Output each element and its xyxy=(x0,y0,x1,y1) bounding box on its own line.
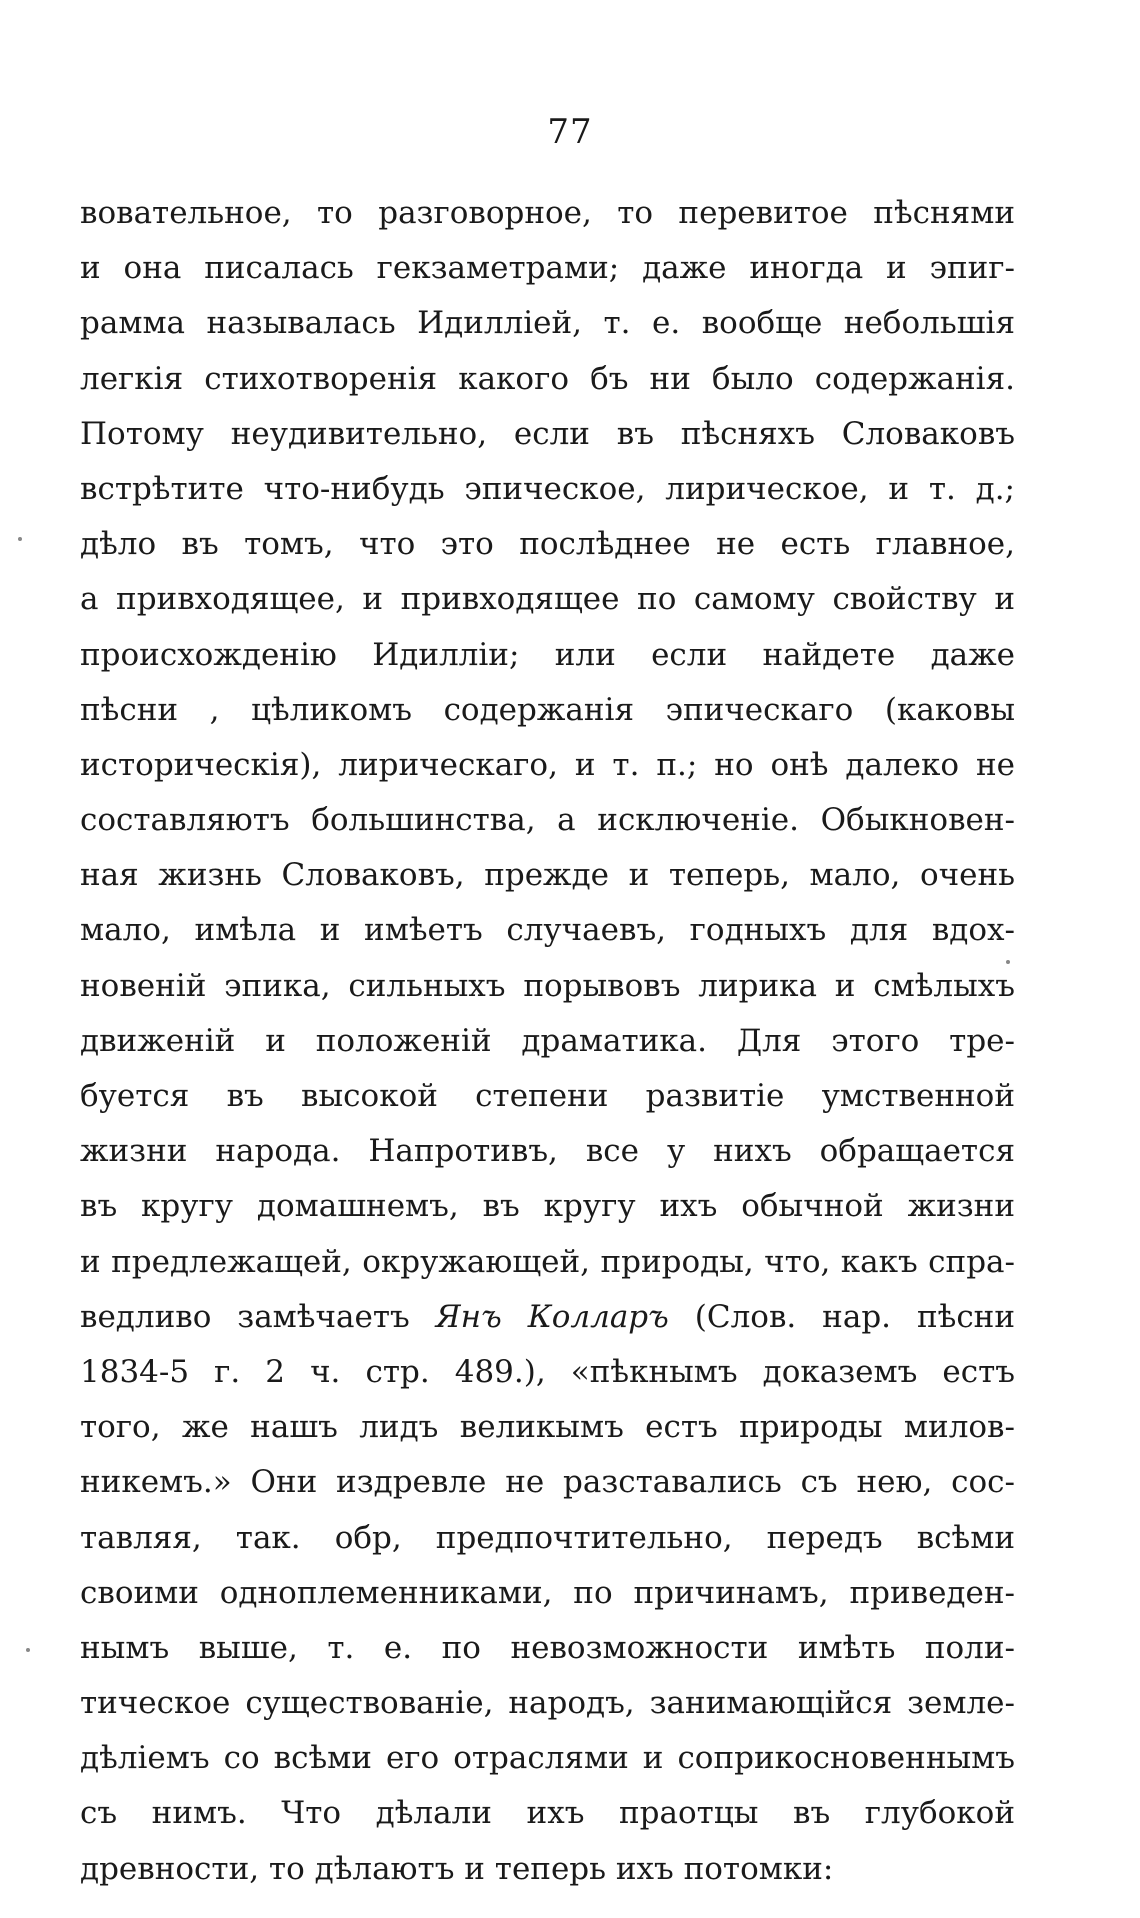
page-number: 77 xyxy=(547,112,593,152)
text-line: новеній эпика, сильныхъ порывовъ лирика и смѣлыхъ xyxy=(80,967,1015,1004)
text-line: мало, имѣла и имѣетъ случаевъ, годныхъ для вдох- xyxy=(80,912,1015,949)
text-line xyxy=(80,1290,1015,1345)
text-line: вовательное, то разговорное, то перевитое пѣснями xyxy=(80,195,1015,231)
text-line: буется въ высокой степени развитіе умственной xyxy=(80,1078,1015,1114)
text-line: встрѣтите что-нибудь эпическое, лирическое, и т. д.; xyxy=(80,470,1015,507)
text-line: своими одноплеменниками, по причинамъ, приведен- xyxy=(80,1574,1015,1611)
line-text: ведливо замѣчаетъ xyxy=(80,1298,436,1335)
text-line: тическое существованіе, народъ, занимающійся земле- xyxy=(80,1685,1015,1722)
text-line: движеній и положеній драматика. Для этого тре- xyxy=(80,1022,1015,1059)
text-line: происхожденію Идилліи; или если найдете даже xyxy=(80,636,1015,673)
text-line: Потому неудивительно, если въ пѣсняхъ Словаковъ xyxy=(80,415,1015,452)
text-line: и предлежащей, окружающей, природы, что, какъ спра- xyxy=(80,1243,1015,1280)
paper-speck xyxy=(18,537,22,541)
text-line: легкія стихотворенія какого бъ ни было содержанія. xyxy=(80,360,1015,397)
text-line: пѣсни , цѣликомъ содержанія эпическаго (каковы xyxy=(80,691,1015,728)
text-line: историческія), лирическаго, и т. п.; но онѣ далеко не xyxy=(80,746,1015,783)
text-line: составляютъ большинства, а исключеніе. Обыкновен- xyxy=(80,802,1015,839)
text-line: нымъ выше, т. е. по невозможности имѣть поли- xyxy=(80,1629,1015,1666)
text-line: а привходящее, и привходящее по самому свойству и xyxy=(80,581,1015,618)
paper-speck xyxy=(26,1648,30,1652)
text-line: и она писалась гекзаметрами; даже иногда и эпиг- xyxy=(80,250,1015,287)
text-line: дѣліемъ со всѣми его отраслями и соприкосновеннымъ xyxy=(80,1740,1015,1777)
text-line: того, же нашъ лидъ великымъ естъ природы милов- xyxy=(80,1409,1015,1446)
text-line: жизни народа. Напротивъ, все у нихъ обращается xyxy=(80,1133,1015,1170)
text-line: 1834-5 г. 2 ч. стр. 489.), «пѣкнымъ доказемъ естъ xyxy=(80,1353,1015,1390)
text-line: древности, то дѣлаютъ и теперь ихъ потомки: xyxy=(80,1850,834,1887)
line-text: (Слов. нар. пѣсни xyxy=(668,1298,1015,1335)
text-line: дѣло въ томъ, что это послѣднее не есть главное, xyxy=(80,526,1015,563)
text-line: тавляя, так. обр, предпочтительно, передъ всѣми xyxy=(80,1519,1015,1556)
text-line: никемъ.» Они издревле не разставались съ нею, сос- xyxy=(80,1464,1015,1501)
text-line: съ нимъ. Что дѣлали ихъ праотцы въ глубокой xyxy=(80,1795,1015,1832)
paper-speck xyxy=(1006,960,1010,964)
body-text xyxy=(80,186,1015,1897)
text-line: рамма называлась Идилліей, т. е. вообще небольшія xyxy=(80,305,1015,342)
text-line: ная жизнь Словаковъ, прежде и теперь, мало, очень xyxy=(80,857,1015,894)
author-name: Янъ Колларъ xyxy=(435,1298,669,1335)
text-line: въ кругу домашнемъ, въ кругу ихъ обычной жизни xyxy=(80,1188,1015,1225)
